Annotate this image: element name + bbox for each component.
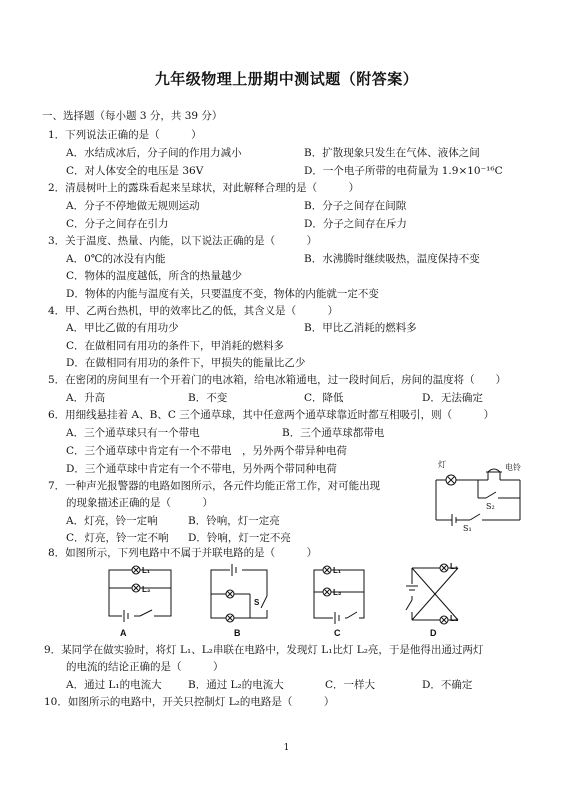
q7-bell-label: 电铃 (505, 463, 521, 472)
section-heading: 一、选择题（每小题 3 分，共 39 分） (42, 110, 223, 122)
q9-option-b: B．通过 L₂的电流大 (188, 679, 284, 691)
circuit-d-l2-label: L₂ (450, 614, 459, 623)
circuit-a-diagram (106, 564, 176, 626)
q9-option-c: C．一样大 (325, 679, 376, 691)
q2-option-b: B．分子之间存在间隙 (304, 200, 407, 212)
q4-option-c: C．在做相同有用功的条件下，甲消耗的燃料多 (66, 340, 285, 352)
q4-option-d: D．在做相同有用功的条件下，甲损失的能量比乙少 (66, 357, 306, 369)
q1-option-c: C．对人体安全的电压是 36V (66, 165, 204, 177)
q9-option-d: D．不确定 (422, 679, 473, 691)
q1-option-b: B．扩散现象只发生在气体、液体之间 (304, 147, 480, 159)
q6-option-b: B．三个通草球都带电 (282, 427, 385, 439)
q6-option-d: D．三个通草球中肯定有一个不带电，另外两个带同种电荷 (66, 463, 337, 475)
q2-option-c: C．分子之间存在引力 (66, 218, 169, 230)
page-number: 1 (283, 743, 290, 753)
q4-option-a: A．甲比乙做的有用功少 (66, 322, 179, 334)
q9-option-a: A．通过 L₁的电流大 (66, 679, 162, 691)
q3-option-b: B．水沸腾时继续吸热，温度保持不变 (304, 253, 480, 265)
q2-option-a: A．分子不停地做无规则运动 (66, 200, 200, 212)
q8-stem: 8．如图所示，下列电路中不属于并联电路的是（ ） (48, 547, 318, 559)
q5-option-b: B．不变 (188, 392, 228, 404)
q5-stem: 5．在密闭的房间里有一个开着门的电冰箱，给电冰箱通电，过一段时间后，房间的温度将（ ） (48, 374, 507, 386)
circuit-b-caption: B (234, 628, 241, 638)
q3-option-d: D．物体的内能与温度有关，只要温度不变，物体的内能就一定不变 (66, 288, 379, 300)
q3-option-c: C．物体的温度越低，所含的热量越少 (66, 270, 243, 282)
q2-option-d: D．分子之间存在斥力 (304, 218, 407, 230)
q7-stem-line1: 7．一种声光报警器的电路如图所示，各元件均能正常工作，对可能出现 (48, 480, 381, 492)
q7-option-a: A．灯亮，铃一定响 (66, 515, 158, 527)
q7-s2-label: S₂ (486, 502, 495, 511)
q5-option-d: D．无法确定 (422, 392, 483, 404)
circuit-c-caption: C (334, 628, 341, 638)
q1-option-a: A．水结成冰后，分子间的作用力减小 (66, 147, 242, 159)
q5-option-a: A．升高 (66, 392, 106, 404)
circuit-a-l1-label: L₁ (142, 566, 151, 575)
q5-option-c: C．降低 (304, 392, 344, 404)
q7-stem-line2: 的现象描述正确的是（ ） (66, 497, 213, 509)
circuit-c-l1-label: L₁ (333, 566, 342, 575)
q9-stem-line2: 的电流的结论正确的是（ ） (66, 661, 224, 673)
q7-s1-label: S₁ (463, 524, 472, 533)
circuit-a-caption: A (120, 628, 127, 638)
q7-option-b: B．铃响，灯一定亮 (188, 515, 280, 527)
q4-option-b: B．甲比乙消耗的燃料多 (304, 322, 417, 334)
q2-stem: 2．清晨树叶上的露珠看起来呈球状，对此解释合理的是（ ） (48, 182, 360, 194)
circuit-c-l2-label: L₂ (333, 588, 342, 597)
q6-option-c: C．三个通草球中肯定有一个不带电 ，另外两个带异种电荷 (66, 445, 348, 457)
page-title: 九年级物理上册期中测试题（附答案） (154, 70, 419, 88)
q7-option-d: D．铃响，灯一定不亮 (188, 532, 291, 544)
circuit-b-s-label: S (254, 598, 260, 607)
q6-stem: 6．用细线悬挂着 A、B、C 三个通草球，其中任意两个通草球靠近时都互相吸引，则（ ） (48, 409, 495, 421)
q1-stem: 1．下列说法正确的是（ ） (48, 129, 202, 141)
q10-stem: 10．如图所示的电路中，开关只控制灯 L₂的电路是（ ） (44, 696, 335, 708)
circuit-a-l2-label: L₂ (142, 585, 151, 594)
q3-option-a: A．0℃的冰没有内能 (66, 253, 166, 265)
circuit-d-caption: D (430, 628, 437, 638)
q4-stem: 4．甲、乙两台热机，甲的效率比乙的低，其含义是（ ） (48, 305, 339, 317)
q1-option-d: D．一个电子所带的电荷量为 1.9×10⁻¹⁶C (304, 165, 503, 177)
circuit-b-diagram (208, 564, 270, 626)
circuit-d-l1-label: L₁ (450, 562, 459, 571)
q9-stem-line1: 9．某同学在做实验时，将灯 L₁、L₂串联在电路中，发现灯 L₁比灯 L₂亮，于是他得出通过两灯 (44, 644, 484, 656)
q6-option-a: A．三个通草球只有一个带电 (66, 427, 200, 439)
q7-lamp-label: 灯 (438, 460, 446, 469)
q7-option-c: C．灯亮，铃一定不响 (66, 532, 169, 544)
q3-stem: 3．关于温度、热量、内能，以下说法正确的是（ ） (48, 235, 318, 247)
